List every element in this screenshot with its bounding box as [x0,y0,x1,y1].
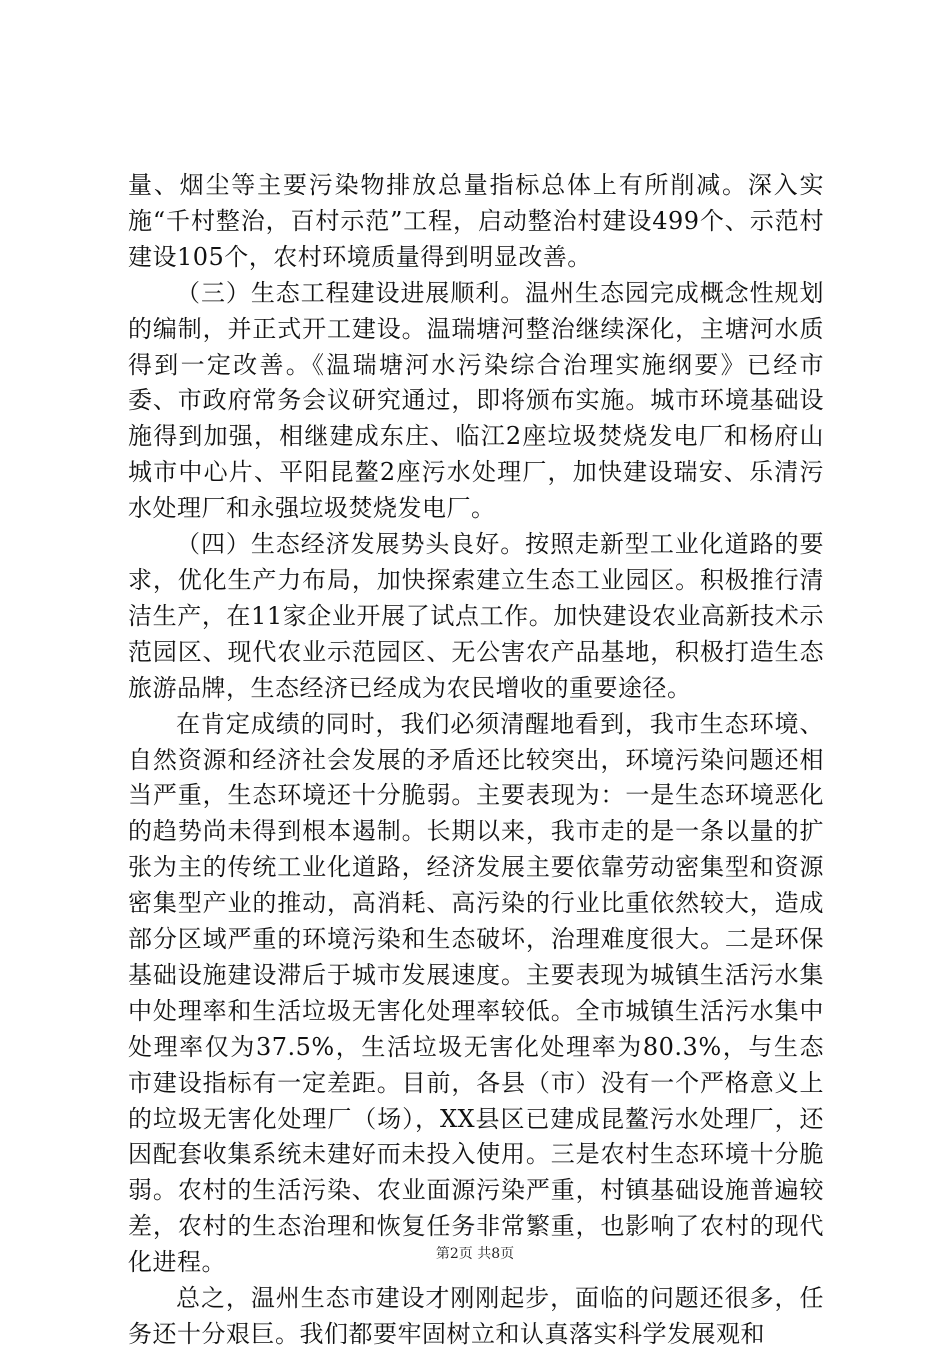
paragraph-ecological-economy: （四）生态经济发展势头良好。按照走新型工业化道路的要求，优化生产力布局，加快探索建立生态工业园区。积极推行清洁生产，在11家企业开展了试点工作。加快建设农业高新技术示范园区、现代农业示范园区、无公害农产品基地，积极打造生态旅游品牌，生态经济已经成为农民增收的重要途径。 [128,530,824,702]
document-body [128,168,824,1353]
paragraph-conclusion: 总之，温州生态市建设才刚刚起步，面临的问题还很多，任务还十分艰巨。我们都要牢固树立和认真落实科学发展观和 [128,1284,824,1348]
paragraph-emissions: 量、烟尘等主要污染物排放总量指标总体上有所削减。深入实施“千村整治，百村示范”工程，启动整治村建设499个、示范村建设105个，农村环境质量得到明显改善。 [128,171,824,271]
paragraph-problems: 在肯定成绩的同时，我们必须清醒地看到，我市生态环境、自然资源和经济社会发展的矛盾还比较突出，环境污染问题还相当严重，生态环境还十分脆弱。主要表现为：一是生态环境恶化的趋势尚未得到根本遏制。长期以来，我市走的是一条以量的扩张为主的传统工业化道路，经济发展主要依靠劳动密集型和资源密集型产业的推动，高消耗、高污染的行业比重依然较大，造成部分区域严重的环境污染和生态破坏，治理难度很大。二是环保基础设施建设滞后于城市发展速度。主要表现为城镇生活污水集中处理率和生活垃圾无害化处理率较低。全市城镇生活污水集中处理率仅为37.5%，生活垃圾无害化处理率为80.3%，与生态市建设指标有一定差距。目前，各县（市）没有一个严格意义上的垃圾无害化处理厂（场），XX县区已建成昆鳌污水处理厂，还因配套收集系统未建好而未投入使用。三是农村生态环境十分脆弱。农村的生活污染、农业面源污染严重，村镇基础设施普遍较差，农村的生态治理和恢复任务非常繁重，也影响了农村的现代化进程。 [128,709,824,1277]
page-number-footer: 第2页 共8页 [435,1246,515,1262]
paragraph-ecological-engineering: （三）生态工程建设进展顺利。温州生态园完成概念性规划的编制，并正式开工建设。温瑞塘河整治继续深化，主塘河水质得到一定改善。《温瑞塘河水污染综合治理实施纲要》已经市委、市政府常务会议研究通过，即将颁布实施。城市环境基础设施得到加强，相继建成东庄、临江2座垃圾焚烧发电厂和杨府山城市中心片、平阳昆鳌2座污水处理厂，加快建设瑞安、乐清污水处理厂和永强垃圾焚烧发电厂。 [128,278,824,523]
